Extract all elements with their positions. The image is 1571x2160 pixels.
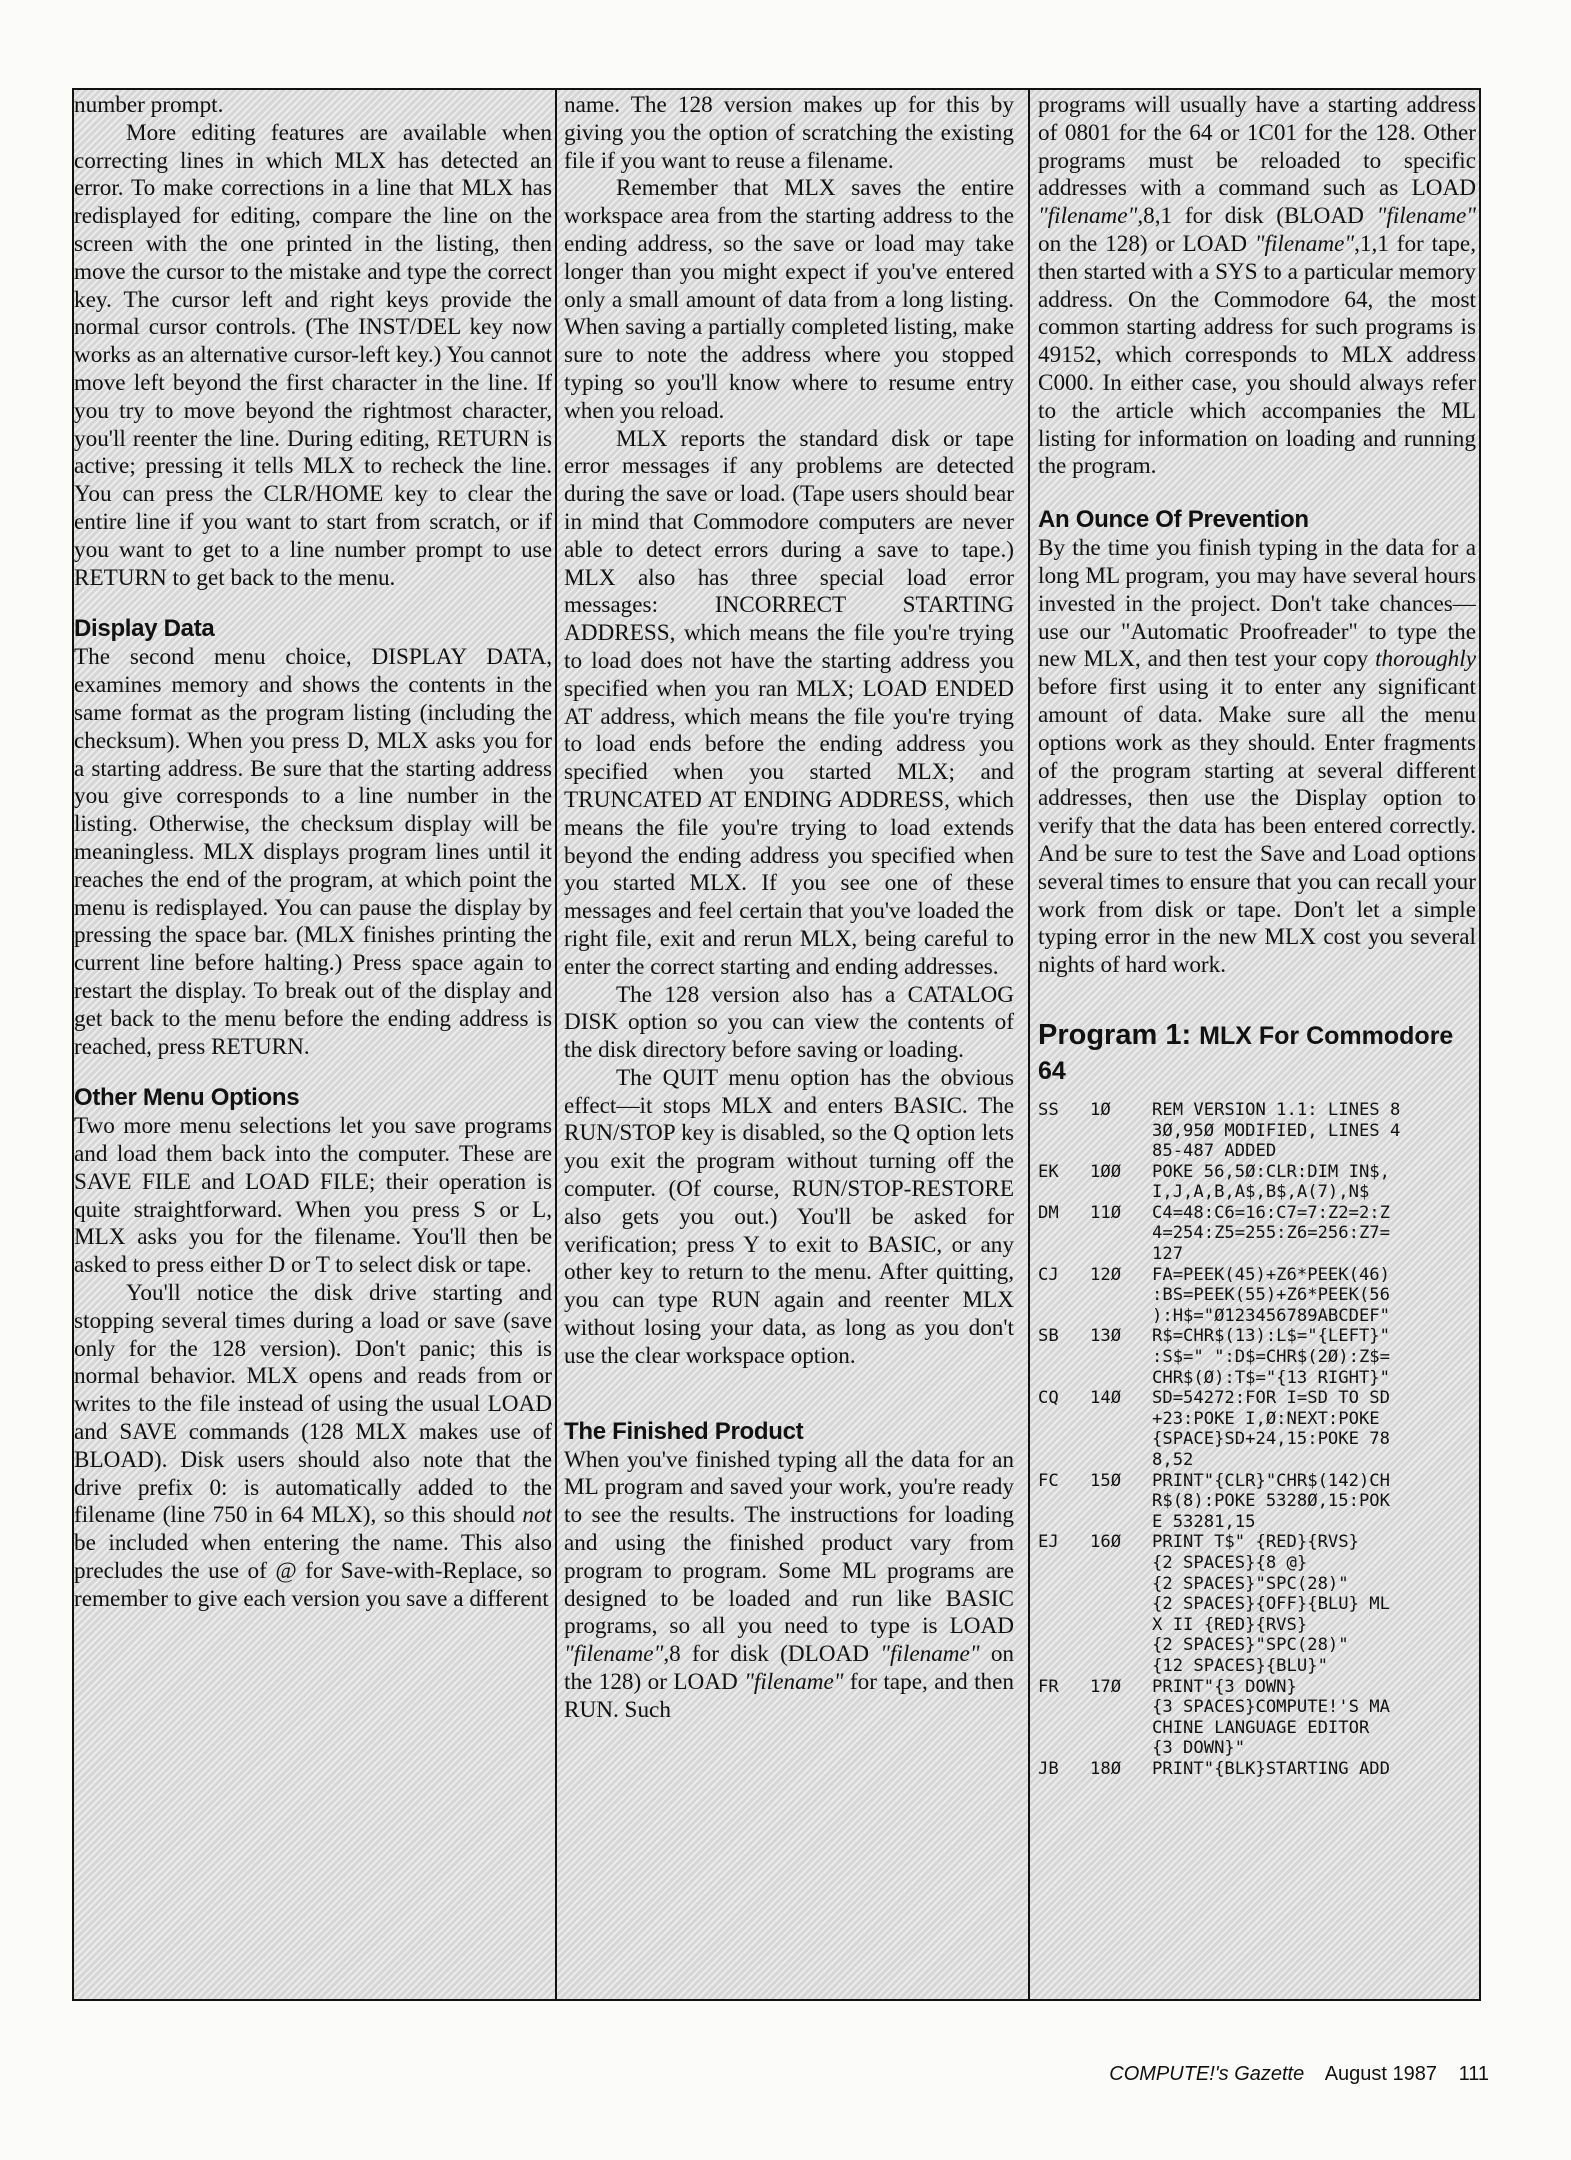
code-text: SD=54272:FOR I=SD TO SD (1152, 1388, 1390, 1409)
listing-line (1038, 1532, 1476, 1553)
column-divider-1 (555, 90, 557, 1999)
line-number (1090, 1615, 1152, 1636)
code-text: REM VERSION 1.1: LINES 8 (1152, 1099, 1401, 1120)
code-text: 127 (1152, 1244, 1184, 1265)
listing-line (1038, 1677, 1476, 1698)
listing-line (1038, 1574, 1476, 1595)
checksum-label: FR (1038, 1676, 1059, 1697)
checksum-label: CQ (1038, 1388, 1059, 1409)
checksum-label (1038, 1656, 1090, 1677)
code-text: CHINE LANGUAGE EDITOR (1152, 1717, 1370, 1738)
checksum-label: SS (1038, 1099, 1059, 1120)
line-number: 12Ø (1090, 1264, 1122, 1285)
code-text: +23:POKE I,Ø:NEXT:POKE (1152, 1408, 1380, 1429)
listing-line (1038, 1223, 1476, 1244)
paragraph: programs will usually have a starting address of 0801 for the 64 or 1C01 for the 128. Other programs must be reloaded to specific addresses with a command such as LOAD "filename",8,1 for disk (BLOAD "filename" on the 128) or LOAD "filename",1,1 for tape, then started with a SYS to a particular memory address. On the Commodore 64, the most common starting address for such programs is 49152, which corresponds to MLX address C000. In either case, you should always refer to the article which accompanies the ML listing for information on loading and running the program. (1038, 92, 1476, 480)
section-heading-display-data: Display Data (74, 615, 215, 643)
line-number: 13Ø (1090, 1326, 1122, 1347)
code-text: 3Ø,95Ø MODIFIED, LINES 4 (1152, 1120, 1401, 1141)
publication-name: COMPUTE!'s Gazette (1109, 2063, 1305, 2085)
checksum-label (1038, 1121, 1090, 1142)
line-number (1090, 1223, 1152, 1244)
line-number (1090, 1368, 1152, 1389)
listing-line (1038, 1553, 1476, 1574)
listing-line (1038, 1121, 1476, 1142)
checksum-label: DM (1038, 1202, 1059, 1223)
code-text: {2 SPACES}"SPC(28)" (1152, 1635, 1349, 1656)
checksum-label: EJ (1038, 1532, 1059, 1553)
code-text: :S$=" ":D$=CHR$(2Ø):Z$= (1152, 1347, 1390, 1368)
checksum-label (1038, 1347, 1090, 1368)
paragraph: Remember that MLX saves the entire workspace area from the starting address to the ending address, so the save or load may take longer than you might expect if you've entered only a small amount of data from a long listing. When saving a partially completed listing, make sure to note the address where you stopped typing so you'll know where to resume entry when you reload. (564, 175, 1014, 424)
line-number (1090, 1244, 1152, 1265)
code-text: {SPACE}SD+24,15:POKE 78 (1152, 1429, 1390, 1450)
listing-line (1038, 1635, 1476, 1656)
checksum-label (1038, 1368, 1090, 1389)
code-text: {2 SPACES}{8 @} (1152, 1552, 1308, 1573)
code-text: :BS=PEEK(55)+Z6*PEEK(56 (1152, 1285, 1390, 1306)
paragraph: By the time you finish typing in the data for a long ML program, you may have several hours invested in the project. Don't take chances—use our "Automatic Proofreader" to type the new MLX, and then test your copy thoroughly before first using it to enter any significant amount of data. Make sure all the menu options work as they should. Enter fragments of the program starting at several different addresses, then use the Display option to verify that the data has been entered correctly. And be sure to test the Save and Load options several times to ensure that you can recall your work from disk or tape. Don't let a simple typing error in the new MLX cost you several nights of hard work. (1038, 535, 1476, 979)
checksum-label: EK (1038, 1161, 1059, 1182)
line-number (1090, 1635, 1152, 1656)
paragraph: Two more menu selections let you save programs and load them back into the computer. These are SAVE FILE and LOAD FILE; their operation is quite straightforward. When you press S or L, MLX asks you for the filename. You'll then be asked to press either D or T to select disk or tape. (74, 1113, 552, 1279)
listing-line (1038, 1285, 1476, 1306)
code-text: 8,52 (1152, 1450, 1194, 1470)
code-text: {2 SPACES}"SPC(28)" (1152, 1573, 1349, 1594)
line-number (1090, 1450, 1152, 1471)
column-divider-2 (1028, 90, 1030, 1999)
paragraph: More editing features are available when correcting lines in which MLX has detected an error. To make corrections in a line that MLX has redisplayed for editing, compare the line on the screen with the one printed in the listing, then move the cursor to the mistake and type the correct key. The cursor left and right keys provide the normal cursor controls. (The INST/DEL key now works as an alternative cursor-left key.) You cannot move left beyond the first character in the line. If you try to move beyond the rightmost character, you'll reenter the line. During editing, RETURN is active; pressing it tells MLX to recheck the line. You can press the CLR/HOME key to clear the entire line if you want to start from scratch, or if you want to get to a line number prompt to use RETURN to get back to the menu. (74, 119, 552, 591)
code-text: {3 DOWN}" (1152, 1738, 1246, 1759)
listing-line (1038, 1162, 1476, 1183)
program-listing (1038, 1100, 1476, 1780)
code-text: 4=254:Z5=255:Z6=256:Z7= (1152, 1223, 1390, 1244)
checksum-label: JB (1038, 1758, 1059, 1779)
paragraph: You'll notice the disk drive starting and stopping several times during a load or save (save only for the 128 version). Don't panic; this is normal behavior. MLX opens and reads from or writes to the file instead of using the usual LOAD and SAVE commands (128 MLX makes use of BLOAD). Disk users should also note that the drive prefix 0: is automatically added to the filename (line 750 in 64 MLX), so this should not be included when entering the name. This also precludes the use of @ for Save-with-Replace, so remember to give each version you save a different (74, 1280, 552, 1612)
listing-line (1038, 1738, 1476, 1759)
listing-line (1038, 1450, 1476, 1471)
section-heading-ounce-of-prevention: An Ounce Of Prevention (1038, 506, 1309, 534)
code-text: PRINT"{BLK}STARTING ADD (1152, 1758, 1390, 1779)
code-text: CHR$(Ø):T$="{13 RIGHT}" (1152, 1367, 1390, 1388)
line-number (1090, 1574, 1152, 1595)
line-number (1090, 1429, 1152, 1450)
checksum-label (1038, 1429, 1090, 1450)
listing-line (1038, 1347, 1476, 1368)
code-text: X II {RED}{RVS} (1152, 1614, 1308, 1635)
checksum-label (1038, 1450, 1090, 1471)
code-text: 85-487 ADDED (1152, 1141, 1277, 1162)
line-number (1090, 1182, 1152, 1203)
checksum-label (1038, 1512, 1090, 1533)
line-number: 14Ø (1090, 1388, 1122, 1409)
code-text: I,J,A,B,A$,B$,A(7),N$ (1152, 1182, 1370, 1203)
checksum-label (1038, 1574, 1090, 1595)
code-text: R$=CHR$(13):L$="{LEFT}" (1152, 1326, 1390, 1347)
checksum-label (1038, 1409, 1090, 1430)
checksum-label (1038, 1141, 1090, 1162)
line-number (1090, 1512, 1152, 1533)
checksum-label (1038, 1635, 1090, 1656)
listing-line (1038, 1471, 1476, 1492)
listing-line (1038, 1512, 1476, 1533)
code-text: {12 SPACES}{BLU}" (1152, 1655, 1328, 1676)
listing-line (1038, 1429, 1476, 1450)
line-number: 1ØØ (1090, 1161, 1122, 1182)
line-number (1090, 1553, 1152, 1574)
listing-line (1038, 1306, 1476, 1327)
listing-line (1038, 1409, 1476, 1430)
code-text: FA=PEEK(45)+Z6*PEEK(46) (1152, 1264, 1390, 1285)
page-footer (1109, 2063, 1489, 2086)
line-number (1090, 1718, 1152, 1739)
checksum-label: CJ (1038, 1264, 1059, 1285)
paragraph: name. The 128 version makes up for this by giving you the option of scratching the existing file if you want to reuse a filename. (564, 92, 1014, 174)
checksum-label (1038, 1182, 1090, 1203)
code-text: POKE 56,5Ø:CLR:DIM IN$, (1152, 1161, 1390, 1182)
issue-date: August 1987 (1324, 2063, 1438, 2085)
paragraph: When you've finished typing all the data for an ML program and saved your work, you're ready to see the results. The instructions for loading and using the finished product vary from program to program. Some ML programs are designed to be loaded and run like BASIC programs, so all you need to type is LOAD "filename",8 for disk (DLOAD "filename" on the 128) or LOAD "filename" for tape, and then RUN. Such (564, 1446, 1015, 1723)
listing-line (1038, 1697, 1476, 1718)
listing-line (1038, 1182, 1476, 1203)
section-heading-other-menu-options: Other Menu Options (74, 1084, 300, 1112)
listing-line (1038, 1100, 1476, 1121)
checksum-label (1038, 1285, 1090, 1306)
line-number: 18Ø (1090, 1758, 1122, 1779)
listing-line (1038, 1656, 1476, 1677)
listing-line (1038, 1326, 1476, 1347)
checksum-label (1038, 1594, 1090, 1615)
line-number (1090, 1491, 1152, 1512)
line-number (1090, 1141, 1152, 1162)
line-number (1090, 1738, 1152, 1759)
listing-line (1038, 1203, 1476, 1224)
line-number (1090, 1121, 1152, 1142)
line-number (1090, 1656, 1152, 1677)
program-heading (1038, 1018, 1476, 1088)
program-subtitle: MLX For Commodore 64 (1038, 1021, 1454, 1085)
checksum-label (1038, 1244, 1090, 1265)
checksum-label (1038, 1738, 1090, 1759)
line-number (1090, 1306, 1152, 1327)
line-number (1090, 1697, 1152, 1718)
paragraph: number prompt. (74, 92, 224, 118)
article-frame (72, 88, 1481, 2001)
paragraph: The QUIT menu option has the obvious effect—it stops MLX and enters BASIC. The RUN/STOP key is disabled, so the Q option lets you exit the program without turning off the computer. (Of course, RUN/STOP-RESTORE also gets you out.) You'll be asked for verification; press Y to exit to BASIC, or any other key to return to the menu. After quitting, you can type RUN again and reenter MLX without losing your data, as long as you don't use the clear workspace option. (564, 1064, 1014, 1369)
listing-line (1038, 1141, 1476, 1162)
checksum-label (1038, 1223, 1090, 1244)
line-number (1090, 1285, 1152, 1306)
line-number (1090, 1594, 1152, 1615)
listing-line (1038, 1368, 1476, 1389)
column-3 (1038, 90, 1482, 1999)
line-number: 15Ø (1090, 1470, 1122, 1491)
section-heading-finished-product: The Finished Product (564, 1417, 804, 1445)
listing-line (1038, 1615, 1476, 1636)
code-text: ):H$="Ø123456789ABCDEF" (1152, 1305, 1390, 1326)
checksum-label: SB (1038, 1326, 1059, 1347)
code-text: PRINT"{CLR}"CHR$(142)CH (1152, 1470, 1390, 1491)
line-number (1090, 1409, 1152, 1430)
listing-line (1038, 1244, 1476, 1265)
column-2 (564, 90, 1020, 1999)
code-text: {3 SPACES}COMPUTE!'S MA (1152, 1697, 1390, 1718)
listing-line (1038, 1265, 1476, 1286)
code-text: E 53281,15 (1152, 1511, 1256, 1532)
line-number (1090, 1347, 1152, 1368)
code-text: R$(8):POKE 5328Ø,15:POK (1152, 1491, 1390, 1512)
code-text: PRINT"{3 DOWN} (1152, 1676, 1297, 1697)
listing-line (1038, 1388, 1476, 1409)
program-title: Program 1: (1038, 1018, 1192, 1051)
checksum-label (1038, 1615, 1090, 1636)
checksum-label: FC (1038, 1470, 1059, 1491)
column-1 (74, 90, 552, 1999)
checksum-label (1038, 1697, 1090, 1718)
listing-line (1038, 1759, 1476, 1780)
code-text: C4=48:C6=16:C7=7:Z2=2:Z (1152, 1202, 1390, 1223)
checksum-label (1038, 1553, 1090, 1574)
code-text: PRINT T$" {RED}{RVS} (1152, 1532, 1359, 1553)
line-number: 17Ø (1090, 1676, 1122, 1697)
line-number: 16Ø (1090, 1532, 1122, 1553)
listing-line (1038, 1491, 1476, 1512)
line-number: 11Ø (1090, 1202, 1122, 1223)
checksum-label (1038, 1491, 1090, 1512)
listing-line (1038, 1718, 1476, 1739)
paragraph: MLX reports the standard disk or tape error messages if any problems are detected during the save or load. (Tape users should bear in mind that Commodore computers are never able to detect errors during a save to tape.) MLX also has three special load error messages: INCORRECT STARTING ADDRESS, which means the file you're trying to load does not have the starting address you specified when you ran MLX; LOAD ENDED AT address, which means the file you're trying to load ends before the ending address you specified when you started MLX; and TRUNCATED AT ENDING ADDRESS, which means the file you're trying to load extends beyond the ending address you specified when you started MLX. If you see one of these messages and feel certain that you've loaded the right file, exit and rerun MLX, being careful to enter the correct starting and ending addresses. (564, 425, 1014, 980)
page-number: 111 (1458, 2063, 1489, 2085)
checksum-label (1038, 1306, 1090, 1327)
listing-line (1038, 1594, 1476, 1615)
code-text: {2 SPACES}{OFF}{BLU} ML (1152, 1594, 1390, 1615)
checksum-label (1038, 1718, 1090, 1739)
paragraph: The second menu choice, DISPLAY DATA, examines memory and shows the contents in the same format as the program listing (including the checksum). When you press D, MLX asks you for a starting address. Be sure that the starting address you give corresponds to a line number in the listing. Otherwise, the checksum display will be meaningless. MLX displays program lines until it reaches the end of the program, at which point the menu is redisplayed. You can pause the display by pressing the space bar. (MLX finishes printing the current line before halting.) Press space again to restart the display. To break out of the display and get back to the menu before the ending address is reached, press RETURN. (74, 644, 552, 1060)
paragraph: The 128 version also has a CATALOG DISK option so you can view the contents of the disk directory before saving or loading. (564, 981, 1014, 1064)
line-number: 1Ø (1090, 1099, 1111, 1120)
